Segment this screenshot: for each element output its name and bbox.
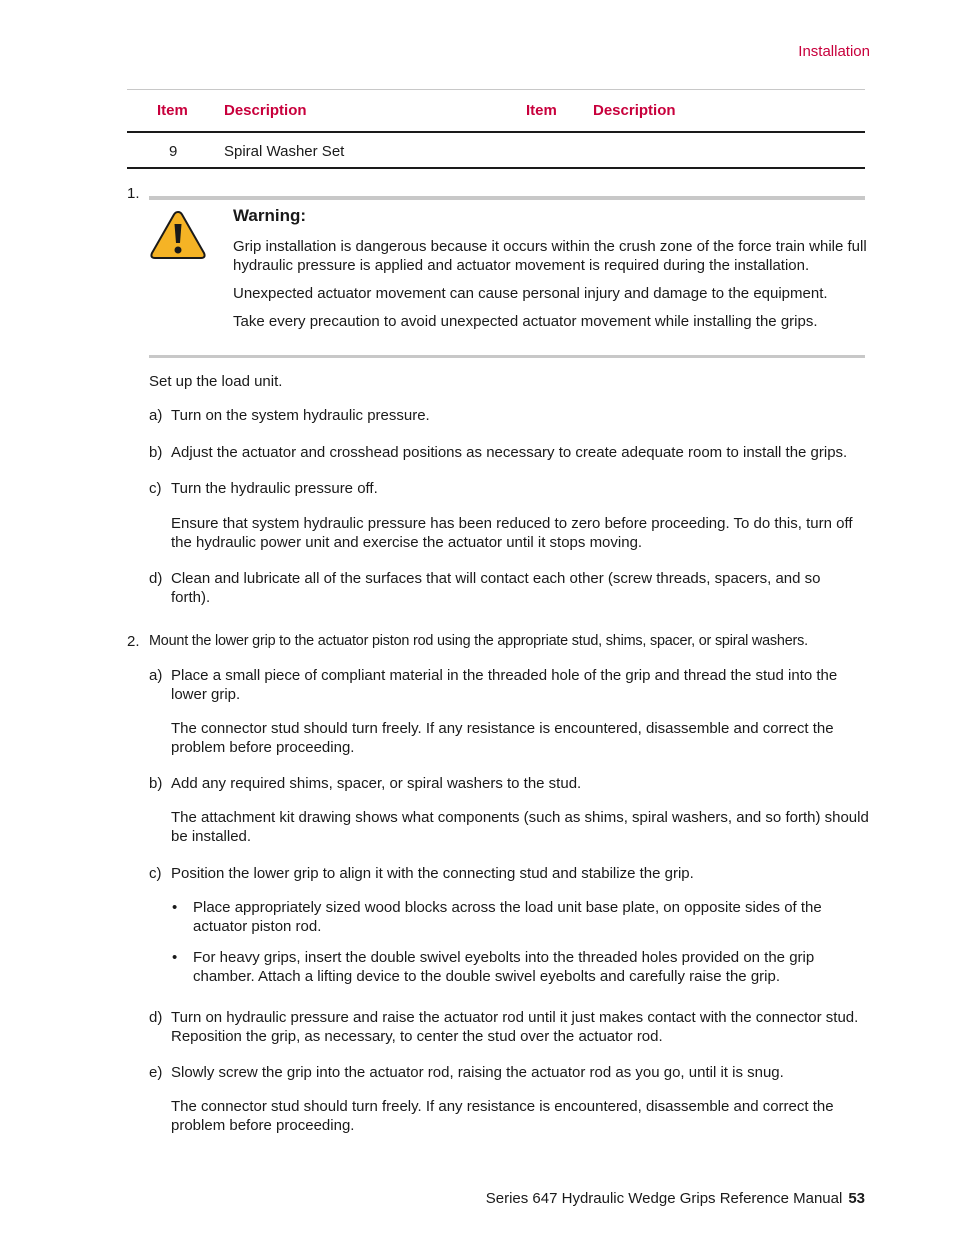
substep-label: b)	[149, 775, 163, 792]
table-header-rule	[127, 131, 865, 133]
page-number: 53	[848, 1190, 865, 1207]
substep-note: The connector stud should turn freely. If any resistance is encountered, disassemble and correct the problem before proceeding.	[171, 720, 834, 756]
step-intro: Set up the load unit.	[149, 373, 283, 390]
warning-paragraph: Unexpected actuator movement can cause personal injury and damage to the equipment.	[233, 285, 828, 302]
bullet-icon: •	[172, 949, 178, 966]
warning-paragraph: Take every precaution to avoid unexpected actuator movement while installing the grips.	[233, 313, 818, 330]
substep-note: The attachment kit drawing shows what components (such as shims, spiral washers, and so forth) should be installed.	[171, 809, 869, 845]
bullet-text: For heavy grips, insert the double swivel eyebolts into the threaded holes provided on the grip chamber. Attach a lifting device to the double swivel eyebolts and carefully raise the grip.	[193, 949, 815, 985]
substep-label: c)	[149, 480, 162, 497]
step-text: Mount the lower grip to the actuator piston rod using the appropriate stud, shims, spacer, or spiral washers.	[149, 633, 808, 649]
warning-bottom-rule	[149, 355, 865, 358]
footer-title: Series 647 Hydraulic Wedge Grips Reference Manual	[485, 1190, 843, 1207]
table-header-description: Description	[224, 102, 307, 119]
warning-top-rule	[149, 196, 865, 200]
table-header-item-2: Item	[526, 102, 557, 119]
bullet-icon: •	[172, 899, 178, 916]
substep-text: Add any required shims, spacer, or spiral washers to the stud.	[171, 775, 582, 792]
substep-label: a)	[149, 407, 163, 424]
substep-label: c)	[149, 865, 162, 882]
substep-text: Turn on the system hydraulic pressure.	[171, 407, 430, 424]
substep-text: Clean and lubricate all of the surfaces that will contact each other (screw threads, spacers, and so forth).	[171, 570, 821, 606]
warning-triangle-icon	[149, 209, 207, 261]
step-number: 2.	[127, 633, 140, 650]
substep-note: Ensure that system hydraulic pressure has been reduced to zero before proceeding. To do this, turn off the hydraulic power unit and exercise the actuator until it stops moving.	[171, 515, 853, 551]
substep-label: d)	[149, 1009, 163, 1026]
substep-label: a)	[149, 667, 163, 684]
section-header: Installation	[798, 43, 870, 60]
substep-label: e)	[149, 1064, 163, 1081]
substep-text: Position the lower grip to align it with the connecting stud and stabilize the grip.	[171, 865, 694, 882]
substep-text: Turn the hydraulic pressure off.	[171, 480, 378, 497]
substep-label: b)	[149, 444, 163, 461]
bullet-text: Place appropriately sized wood blocks across the load unit base plate, on opposite sides of the actuator piston rod.	[193, 899, 822, 935]
substep-text: Place a small piece of compliant material in the threaded hole of the grip and thread the stud into the lower grip.	[171, 667, 838, 703]
substep-text: Adjust the actuator and crosshead positions as necessary to create adequate room to install the grips.	[171, 444, 848, 461]
table-bottom-rule	[127, 167, 865, 169]
table-header-item: Item	[157, 102, 188, 119]
warning-paragraph: Grip installation is dangerous because it occurs within the crush zone of the force train while full hydraulic pressure is applied and actuator movement is required during the installation.	[233, 238, 867, 274]
warning-title: Warning:	[233, 206, 307, 225]
table-cell-item: 9	[169, 143, 178, 160]
substep-text: Turn on hydraulic pressure and raise the actuator rod until it just makes contact with the connector stud. Reposition the grip, as necessary, to center the stud over the actuator rod.	[171, 1009, 859, 1045]
step-number: 1.	[127, 185, 140, 202]
substep-label: d)	[149, 570, 163, 587]
table-cell-description: Spiral Washer Set	[224, 143, 345, 160]
table-top-rule	[127, 89, 865, 90]
substep-note: The connector stud should turn freely. If any resistance is encountered, disassemble and correct the problem before proceeding.	[171, 1098, 834, 1134]
substep-text: Slowly screw the grip into the actuator rod, raising the actuator rod as you go, until it is snug.	[171, 1064, 784, 1081]
table-header-description-2: Description	[593, 102, 676, 119]
footer	[486, 1189, 865, 1208]
